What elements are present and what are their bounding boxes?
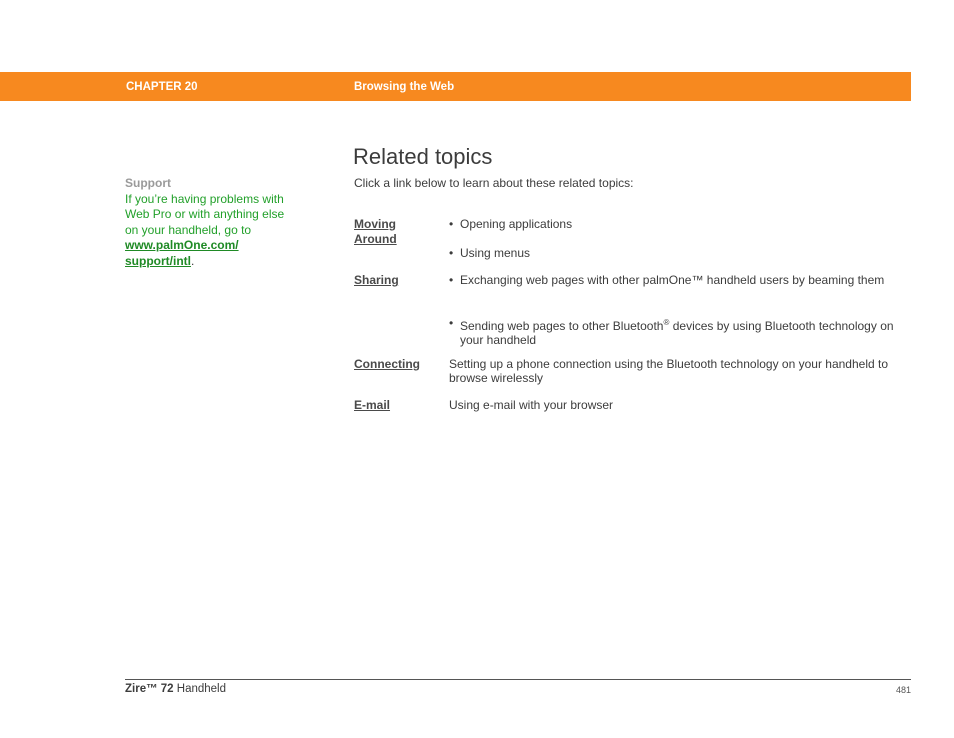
sharing-link[interactable]: Sharing (354, 273, 399, 287)
support-sidebar (125, 176, 285, 269)
email-description: Using e-mail with your browser (449, 398, 614, 412)
page-title: Related topics (353, 144, 493, 169)
bullet-using-menus: • Using menus (449, 246, 905, 260)
support-link-line1: www.palmOne.com/ (125, 238, 239, 252)
footer-product-name: Zire™ 72 (125, 683, 174, 695)
page-number: 481 (895, 685, 911, 695)
intro-text: Click a link below to learn about these related topics: (354, 176, 634, 190)
bullet-sending-text-pre: Sending web pages to other Bluetooth (460, 319, 664, 333)
chapter-title: Browsing the Web (354, 81, 455, 93)
connecting-link[interactable]: Connecting (354, 357, 420, 371)
chapter-label: CHAPTER 20 (126, 81, 198, 93)
bullet-sending-text-post: devices by using Bluetooth technology on your handheld (460, 319, 894, 347)
bullet-sending-web-pages (449, 316, 905, 347)
email-link[interactable]: E-mail (354, 398, 391, 412)
bullet-opening-applications: • Opening applications (449, 217, 905, 231)
sidebar-heading: Support (125, 176, 171, 190)
moving-around-link-line1: Moving (354, 217, 396, 231)
support-link-line2: support/intl (125, 253, 191, 268)
sidebar-text: If you’re having problems with Web Pro or with anything else on your handheld, go to (125, 191, 285, 237)
connecting-description: Setting up a phone connection using the Bluetooth technology on your handheld to browse wirelessly (449, 357, 889, 385)
footer-product (125, 683, 226, 695)
footer-divider (125, 679, 911, 680)
moving-around-link[interactable] (354, 217, 434, 247)
footer-product-rest: Handheld (173, 683, 227, 695)
bullet-exchanging-web-pages: • Exchanging web pages with other palmOne™ handheld users by beaming them (449, 273, 905, 287)
registered-mark: ® (663, 318, 670, 327)
sidebar-suffix: . (191, 253, 195, 268)
moving-around-link-line2: Around (354, 232, 397, 246)
support-link[interactable] (125, 238, 239, 268)
